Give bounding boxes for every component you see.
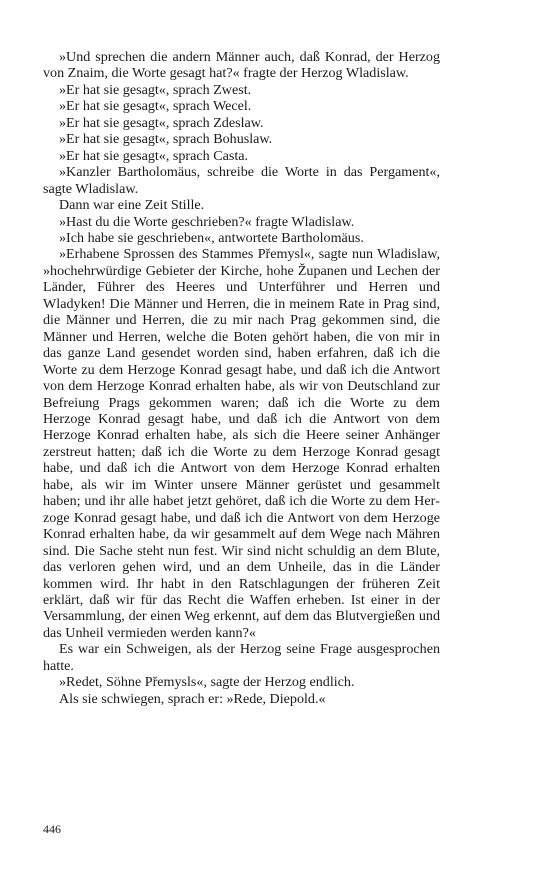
paragraph: Dann war eine Zeit Stille. — [59, 197, 205, 214]
paragraph: »Erhabene Sprossen des Stammes Přemysl«, sagte nun Wladislaw, »hochehrwürdige Gebieter der Kirche, hohe Županen und Lechen der Länder, Führer des Heeres und Unterführer und Herren und Wladyken! Die Männer und Herren, die in meinem Rate in Prag sind, die Männer und Herren, die zu mir nach Prag gekommen sind, die Männer und Herren, welche die Boten gehört haben, die von mir in das ganze Land gesendet worden sind, haben erfahren, daß ich die Worte zu dem Herzoge Konrad gesagt habe, und daß ich die Antwort von dem Herzoge Konrad erhalten habe, als wir von Deutschland zur Befreiung Prags gekommen waren; daß ich die Worte zu dem Herzoge Konrad gesagt habe, und daß ich die Antwort von dem Herzoge Konrad erhalten habe, als sich die Heere seiner Anhänger zerstreut hatten; daß ich die Worte zu dem Herzoge Konrad gesagt habe, und daß ich die Antwort von dem Herzoge Konrad erhalten habe, als wir im Winter unsere Männer gerüstet und gesammelt haben; und ihr alle habet jetzt gehöret, daß ich die Worte zu dem Herzoge Konrad gesagt habe, und daß ich die Antwort von dem Herzoge Konrad erhalten habe, da wir gesammelt auf dem Wege nach Mähren sind. Die Sache steht nun fest. Wir sind nicht schuldig an dem Blute, das verloren gehen wird, und an dem Unheile, das in die Länder kommen wird. Ihr habt in den Ratschlagungen der früheren Zeit erklärt, daß wir für das Recht die Waffen erheben. Ist einer in der Versammlung, der einen Weg erkennt, auf dem das Blutvergießen und das Unheil vermieden werden kann?« — [43, 246, 440, 641]
paragraph: »Und sprechen die andern Männer auch, daß Konrad, der Herzog von Znaim, die Worte gesagt hat?« fragte der Herzog Wladislaw. — [43, 49, 440, 82]
paragraph: »Er hat sie gesagt«, sprach Wecel. — [59, 98, 252, 115]
paragraph: »Redet, Söhne Přemysls«, sagte der Herzog endlich. — [59, 674, 355, 691]
paragraph: »Er hat sie gesagt«, sprach Zwest. — [59, 81, 252, 98]
paragraph: »Er hat sie gesagt«, sprach Bohuslaw. — [59, 131, 273, 148]
paragraph: »Ich habe sie geschrieben«, antwortete Bartholomäus. — [59, 229, 364, 246]
paragraph: »Er hat sie gesagt«, sprach Zdeslaw. — [59, 114, 264, 131]
paragraph: »Er hat sie gesagt«, sprach Casta. — [59, 147, 249, 164]
paragraph: Es war ein Schweigen, als der Herzog seine Frage ausgesprochen hatte. — [43, 641, 440, 674]
paragraph: »Kanzler Bartholomäus, schreibe die Worte in das Pergament«, sagte Wladislaw. — [43, 164, 440, 197]
body-text — [43, 49, 440, 707]
paragraph: »Hast du die Worte geschrieben?« fragte Wladislaw. — [59, 213, 355, 230]
paragraph: Als sie schwiegen, sprach er: »Rede, Diepold.« — [59, 690, 326, 707]
page-number: 446 — [43, 822, 61, 836]
